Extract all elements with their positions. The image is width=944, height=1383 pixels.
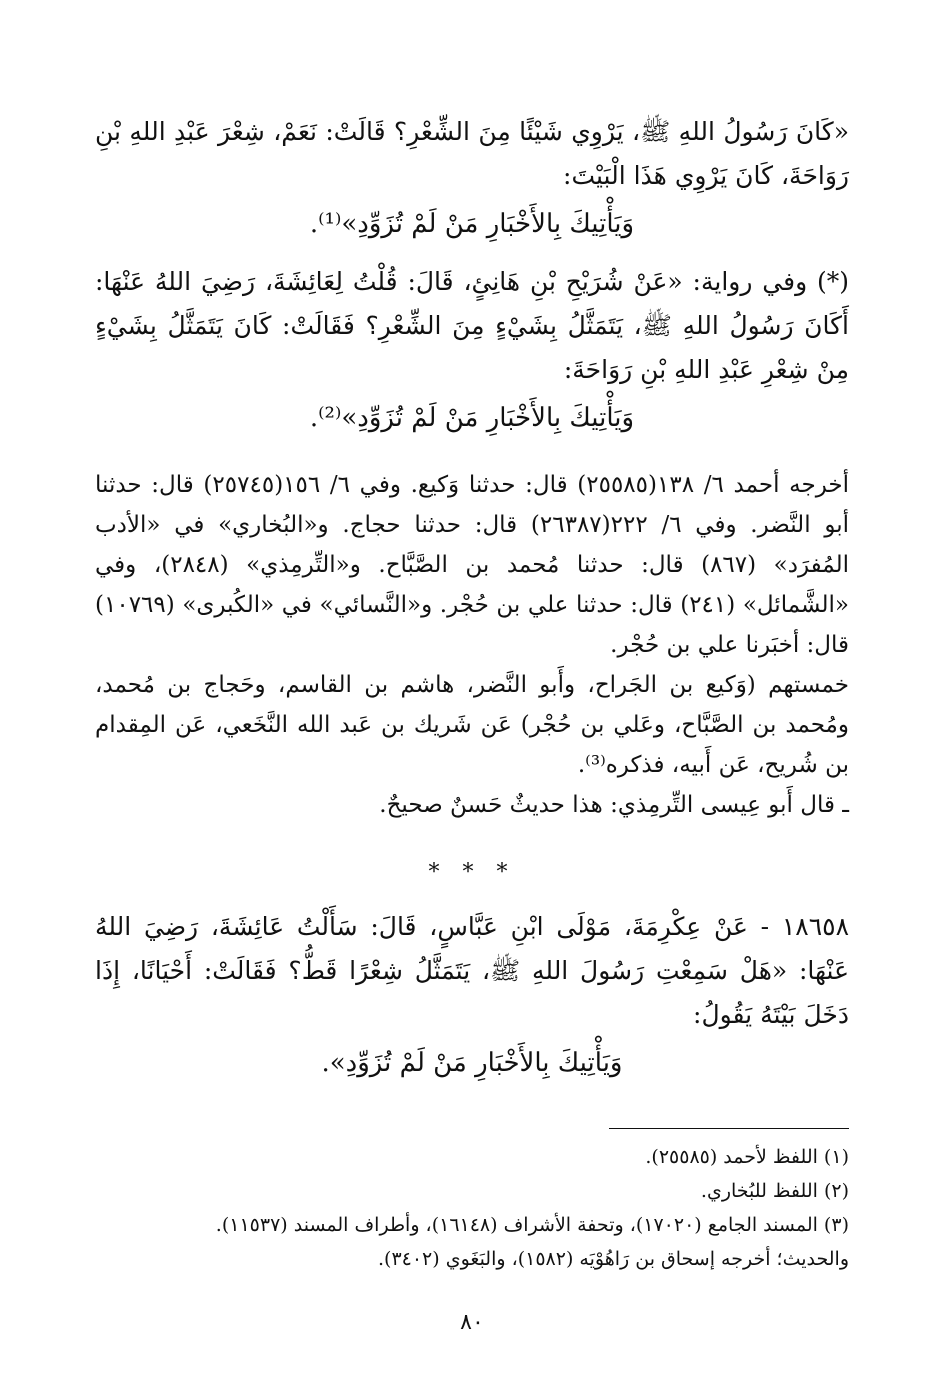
footnote-3-continuation: والحديث؛ أخرجه إسحاق بن رَاهُوْيَه (١٥٨٢)، والبَغَوي (٣٤٠٢).	[377, 1248, 849, 1270]
verse-line: وَيَأْتِيكَ بِالأَخْبَارِ مَنْ لَمْ تُزَوِّدِ»⁽²⁾.	[309, 403, 635, 433]
footnotes	[95, 1140, 849, 1276]
section-separator: * * *	[428, 860, 516, 885]
footnote-3: (٣) المسند الجامع (١٧٠٢٠)، وتحفة الأشراف (١٦١٤٨)، وأطراف المسند (١١٥٣٧).	[215, 1214, 849, 1236]
takhrij-section	[95, 465, 849, 825]
tirmidhi-grading: ـ قال أَبو عِيسى التِّرمِذي: هذا حديثٌ حَسنٌ صحيحٌ.	[379, 792, 849, 818]
hadith-2-paragraph: ١٨٦٥٨ - عَنْ عِكْرِمَةَ، مَوْلَى ابْنِ عَبَّاسٍ، قَالَ: سَأَلْتُ عَائِشَةَ، رَضِيَ اللهُ عَنْهَا: «هَلْ سَمِعْتِ رَسُولَ اللهِ ﷺ، يَتَمَثَّلُ شِعْرًا قَطُّ؟ فَقَالَتْ: أَحْيَانًا، إِذَا دَخَلَ بَيْتَهُ يَقُولُ:	[95, 912, 849, 1029]
footnote-divider	[609, 1128, 849, 1129]
footnote-2: (٢) اللفظ للبُخاري.	[700, 1180, 849, 1202]
verse-line: وَيَأْتِيكَ بِالأَخْبَارِ مَنْ لَمْ تُزَوِّدِ»⁽¹⁾.	[309, 209, 635, 239]
isnad-paragraph: خمستهم (وَكيع بن الجَراح، وأَبو النَّضر، هاشم بن القاسم، وحَجاج بن مُحمد، ومُحمد بن الصَّبَّاح، وعَلي بن حُجْر) عَن شَريك بن عَبد الله النَّخَعي، عَن المِقدام بن شُريح، عَن أَبيه، فذكره⁽³⁾.	[95, 672, 849, 778]
hadith-2-section	[95, 905, 849, 1089]
takhrij-paragraph: أخرجه أحمد ٦/ ١٣٨(٢٥٥٨٥) قال: حدثنا وَكيع. وفي ٦/ ١٥٦(٢٥٧٤٥) قال: حدثنا أبو النَّضر. وفي ٦/ ٢٢٢(٢٦٣٨٧) قال: حدثنا حجاج. و«البُخاري» في «الأدب المُفرَد» (٨٦٧) قال: حدثنا مُحمد بن الصَّبَّاح. و«التِّرمِذي» (٢٨٤٨)، وفي «الشَّمائل» (٢٤١) قال: حدثنا علي بن حُجْر. و«النَّسائي» في «الكُبرى» (١٠٧٦٩) قال: أخبَرنا علي بن حُجْر.	[95, 472, 850, 658]
verse-line: وَيَأْتِيكَ بِالأَخْبَارِ مَنْ لَمْ تُزَوِّدِ».	[321, 1048, 623, 1078]
hadith-1-variant-paragraph: (*) وفي رواية: «عَنْ شُرَيْحِ بْنِ هَانِئٍ، قَالَ: قُلْتُ لِعَائِشَةَ، رَضِيَ اللهُ عَنْهَا: أَكَانَ رَسُولُ اللهِ ﷺ، يَتَمَثَّلُ بِشَيْءٍ مِنَ الشِّعْرِ؟ فَقَالَتْ: كَانَ يَتَمَثَّلُ بِشَيْءٍ مِنْ شِعْرِ عَبْدِ اللهِ بْنِ رَوَاحَةَ:	[95, 267, 849, 384]
hadith-1-section	[95, 110, 849, 444]
footnote-1: (١) اللفظ لأحمد (٢٥٥٨٥).	[645, 1146, 849, 1168]
page-number: ٨٠	[460, 1310, 484, 1335]
hadith-1-paragraph: «كَانَ رَسُولُ اللهِ ﷺ، يَرْوِي شَيْئًا مِنَ الشِّعْرِ؟ قَالَتْ: نَعَمْ، شِعْرَ عَبْدِ اللهِ بْنِ رَوَاحَةَ، كَانَ يَرْوِي هَذَا الْبَيْتَ:	[95, 117, 850, 190]
